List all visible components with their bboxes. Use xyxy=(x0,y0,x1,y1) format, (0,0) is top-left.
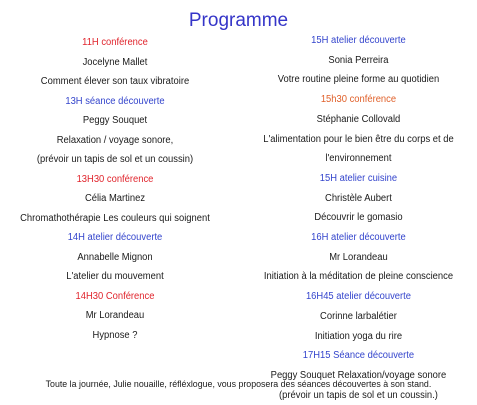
schedule-line: 11H conférence xyxy=(82,37,148,48)
schedule-line: 14H atelier découverte xyxy=(67,232,163,243)
schedule-line: L'atelier du mouvement xyxy=(66,271,164,282)
schedule-line: Mr Lorandeau xyxy=(329,251,388,263)
schedule-line: Célia Martinez xyxy=(84,193,146,204)
schedule-line: Peggy Souquet xyxy=(82,115,148,126)
schedule-line: Relaxation / voyage sonore, xyxy=(56,134,174,146)
schedule-line: L'alimentation pour le bien être du corps et de xyxy=(263,133,454,145)
schedule-line: 13H30 conférence xyxy=(76,173,154,185)
schedule-line: (prévoir un tapis de sol et un coussin) xyxy=(36,154,194,165)
schedule-line: Chromathothérapie Les couleurs qui soignent xyxy=(20,212,210,224)
schedule-line: Découvrir le gomasio xyxy=(314,212,403,224)
program-column-right xyxy=(247,31,470,405)
schedule-line: Stéphanie Collovald xyxy=(316,113,401,125)
footer-note: Toute la journée, Julie nouaille, réfléxlogue, vous proposera des séances découvertes à son stand. xyxy=(45,379,432,390)
schedule-line: Votre routine pleine forme au quotidien xyxy=(277,74,440,86)
program-column-left xyxy=(7,33,223,345)
schedule-line: 16H atelier découverte xyxy=(311,232,406,244)
schedule-line: Mr Lorandeau xyxy=(85,310,145,321)
schedule-line: 16H45 atelier découverte xyxy=(305,291,411,303)
schedule-line: Initiation yoga du rire xyxy=(314,330,403,342)
schedule-line: (prévoir un tapis de sol et un coussin.) xyxy=(279,389,438,401)
schedule-line: 14H30 Conférence xyxy=(75,290,155,302)
schedule-line: Peggy Souquet Relaxation/voyage sonore xyxy=(270,369,447,381)
schedule-line: Comment élever son taux vibratoire xyxy=(40,76,190,87)
schedule-line: Initiation à la méditation de pleine conscience xyxy=(263,271,454,283)
page-title: Programme xyxy=(188,10,289,31)
schedule-line: Jocelyne Mallet xyxy=(82,56,148,68)
schedule-line: Hypnose ? xyxy=(92,329,138,341)
schedule-line: 15H atelier découverte xyxy=(311,35,406,46)
schedule-line: 15h30 conférence xyxy=(320,94,397,106)
schedule-line: 17H15 Séance découverte xyxy=(302,350,415,362)
schedule-line: l'environnement xyxy=(325,153,392,165)
schedule-line: Corinne larbalétier xyxy=(320,310,397,322)
schedule-line: Sonia Perreira xyxy=(328,54,389,66)
schedule-line: Annabelle Mignon xyxy=(77,251,153,263)
schedule-line: 15H atelier cuisine xyxy=(319,172,398,184)
schedule-line: Christèle Aubert xyxy=(325,192,392,204)
schedule-line: 13H séance découverte xyxy=(65,95,165,107)
